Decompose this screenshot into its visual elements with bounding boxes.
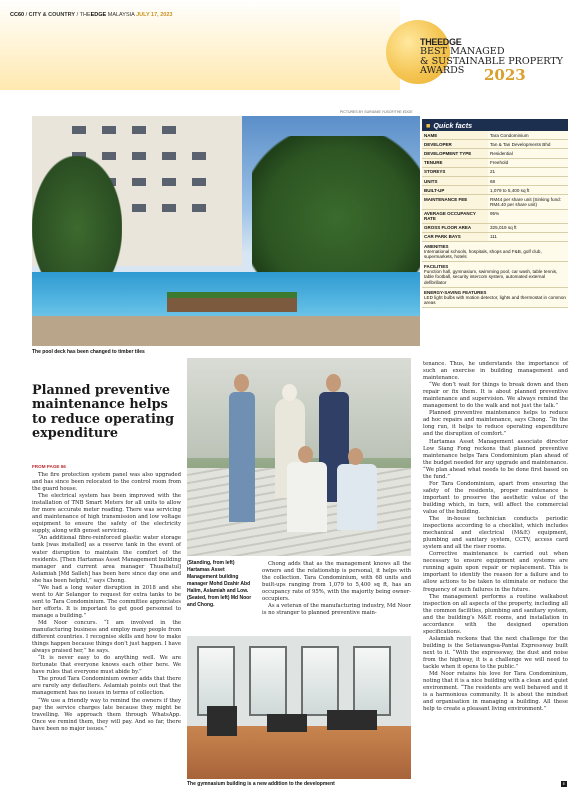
- gymnasium-photo-caption: The gymnasium building is a new addition to the development: [187, 781, 335, 787]
- continued-from: FROM PAGE 56: [32, 464, 66, 469]
- publication-prefix: THE: [79, 12, 91, 18]
- paragraph: As a veteran of the manufacturing industry, Md Noor is no stranger to planned preventive main-: [262, 603, 411, 617]
- person-seated-2: [337, 464, 377, 530]
- paragraph: The proud Tara Condominium owner adds that there are rarely any defaulters. Aslamiah points out that the management has no issues in terms of collection.: [32, 676, 181, 697]
- gymnasium-photo: [187, 636, 411, 779]
- quick-facts-block: [422, 242, 568, 262]
- quick-facts-row: [422, 168, 568, 177]
- quick-facts-block: [422, 288, 568, 308]
- quick-facts-row: [422, 186, 568, 195]
- trees: [252, 136, 420, 286]
- paragraph: The in-house technician conducts periodic inspections according to a checklist, which includes mechanical and electrical (M&E) equipment, plumbing and sanitary system, CCTV, access card system and all the riser rooms.: [423, 516, 568, 551]
- quick-facts-row: [422, 233, 568, 242]
- quick-facts-block: [422, 262, 568, 288]
- pool-photo-caption: The pool deck has been changed to timber tiles: [32, 349, 145, 355]
- square-bullet-icon: ■: [426, 120, 431, 130]
- quick-facts-key: UNITS: [422, 177, 488, 185]
- quick-facts-table: [422, 131, 568, 242]
- treadmill: [327, 710, 377, 730]
- paragraph: “It is never easy to do anything well. We are fortunate that everyone knows each other here. We have rules that everyone must abide by.”: [32, 655, 181, 676]
- quick-facts-value: Tan & Tan Developments Bhd: [488, 140, 568, 148]
- quick-facts-value: 325,019 sq ft: [488, 224, 568, 232]
- paragraph: Corrective maintenance is carried out when necessary to ensure equipment and systems are running again upon repair or replacement. This is important to identify the reason for a failure and to allow actions to be taken to eliminate or reduce the frequency of such failures in the future.: [423, 551, 568, 593]
- paragraph: The management performs a routine walkabout inspection on all aspects of the property, including all the common facilities, plumbing and sanitary system, and the building’s M&E rooms, and installation in accordance with the designed operation specifications.: [423, 593, 568, 635]
- article-column-3: [423, 361, 568, 713]
- page-number: CC60: [10, 12, 25, 18]
- quick-facts-value: Residential: [488, 149, 568, 157]
- paragraph: “We don’t wait for things to break down and then repair or fix them. It is about planned preventive maintenance and supervision. We always remind the management to do the walk and not just the talk.”: [423, 382, 568, 410]
- section-name: CITY & COUNTRY: [28, 12, 76, 18]
- quick-facts-row: [422, 131, 568, 140]
- quick-facts-header: [422, 119, 568, 131]
- quick-facts-row: [422, 224, 568, 233]
- quick-facts-row: [422, 140, 568, 149]
- planter: [167, 292, 297, 312]
- paragraph: For Tara Condominium, apart from ensuring the safety of the residents, proper maintenance is important to preserve the aesthetic value of the building which, in turn, will affect the commercial value of the building.: [423, 480, 568, 515]
- award-brand: THEEDGE: [420, 37, 462, 47]
- quick-facts-value: 1,079 to 5,400 sq ft: [488, 186, 568, 194]
- quick-facts-key: BUILT-UP: [422, 186, 488, 194]
- paragraph: “We had a long water disruption in 2018 and she went to Air Selangor to request for extra tanks to be sent to Tara Condominium. The committee appreciates her efforts. It is important to get good personnel to manage a building.”: [32, 584, 181, 619]
- quick-facts-block-text: Function hall, gymnasium, swimming pool, car wash, table tennis, table football, security intercom system, automated external defibrillator: [424, 268, 558, 285]
- award-logo: [420, 37, 570, 84]
- photo-credit: PICTURES BY SURIANIE YUSOF/THE EDGE: [340, 110, 413, 114]
- quick-facts-key: STOREYS: [422, 168, 488, 176]
- pool-photo: [32, 116, 420, 346]
- paragraph: “We use a friendly way to remind the owners if they pay the service charges late because they might be travelling. We approach them through WhatsApp. Once we remind them, they will pay. And so far, there have been no major issues.”: [32, 697, 181, 732]
- issue-date: JULY 17, 2023: [136, 12, 173, 18]
- end-of-article-mark: E: [562, 781, 566, 786]
- quick-facts-value: 111: [488, 233, 568, 241]
- quick-facts-row: [422, 177, 568, 186]
- paragraph: Md Noor concurs. “I am involved in the manufacturing business and employ many people from different countries. I recognise skills and how to make things happen because things don’t just happen. I have always praised her,” he says.: [32, 619, 181, 655]
- quick-facts-key: TENURE: [422, 159, 488, 167]
- article-column-1: [32, 472, 181, 733]
- award-line-3: AWARDS: [420, 65, 465, 77]
- quick-facts-row: [422, 210, 568, 224]
- quick-facts-blocks: [422, 242, 568, 308]
- publication-suffix: MALAYSIA: [106, 12, 135, 18]
- paragraph: The fire protection system panel was also upgraded and has since been relocated to the control room from the guard house.: [32, 472, 181, 493]
- quick-facts-box: [422, 119, 568, 308]
- timber-deck: [32, 316, 420, 346]
- paragraph: “An additional fibre-reinforced plastic water storage tank [was installed] as a reserve tank in the event of water disruption to maintain the comfort of the residents. [Then Hartamas Asset Management building manager and current area manager Thuaibatul] Aslamiah [Md Salleh] has been here since day one and she has been helpful,” says Chong.: [32, 535, 181, 584]
- treadmill: [267, 714, 307, 732]
- paragraph: Hartamas Asset Management associate director Low Siang Fong reckons that planned preventive maintenance helps Tara Condominium plan ahead of the budget needed for any upgrade and maintenance. “We plan ahead what needs to be done first based on the fund.”: [423, 438, 568, 480]
- quick-facts-key: MAINTENANCE FEE: [422, 195, 488, 208]
- quick-facts-value: 95%: [488, 210, 568, 223]
- quick-facts-block-title: ENERGY-SAVING FEATURES: [424, 289, 487, 295]
- article-headline: Planned preventive maintenance helps to reduce operating expenditure: [32, 383, 175, 442]
- quick-facts-value: RM44 per share unit (Sinking fund: RM4.40 per share unit): [488, 195, 568, 208]
- quick-facts-key: AVERAGE OCCUPANCY RATE: [422, 210, 488, 223]
- quick-facts-row: [422, 159, 568, 168]
- quick-facts-key: NAME: [422, 131, 488, 139]
- quick-facts-value: 21: [488, 168, 568, 176]
- publication-bold: EDGE: [90, 12, 107, 18]
- quick-facts-value: Tara Condominium: [488, 131, 568, 139]
- paragraph: Planned preventive maintenance helps to reduce ad hoc repairs and maintenance, says Chong. “In the long run, it helps to reduce operating expenditure and the disruption of comfort.”: [423, 410, 568, 438]
- palm-trees: [32, 156, 122, 276]
- quick-facts-title: Quick facts: [433, 120, 473, 130]
- paragraph: The electrical system has been improved with the installation of TNB Smart Meters for all units to allow for more accurate meter reading. There was servicing and maintenance of high transmission and low voltage equipment to ensure the safety of the electricity supply, along with genset servicing.: [32, 493, 181, 535]
- group-photo: [187, 358, 411, 556]
- page-header: [0, 0, 580, 96]
- person-seated-1: [287, 462, 327, 532]
- quick-facts-row: [422, 195, 568, 209]
- group-photo-caption: (Standing, from left) Hartamas Asset Management building manager Mohd Dzahir Abd Halim, Aslamiah and Low. (Seated, from left) Md Noor and Chong.: [187, 560, 252, 608]
- quick-facts-key: DEVELOPMENT TYPE: [422, 149, 488, 157]
- gym-machine: [207, 706, 237, 736]
- article-column-2: [262, 561, 411, 617]
- paragraph: Md Noor retains his love for Tara Condominium, noting that it is a nice building with a clean and quiet environment. “The residents are well behaved and it is a harmonious community. It is about the mindset and organisation in managing a building. All these help to create a pleasant living environment.”: [423, 671, 568, 713]
- quick-facts-value: Freehold: [488, 159, 568, 167]
- quick-facts-key: CAR PARK BAYS: [422, 233, 488, 241]
- quick-facts-block-title: AMENITIES: [424, 243, 449, 249]
- award-line-2: & SUSTAINABLE PROPERTY: [420, 55, 563, 67]
- award-year: 2023: [484, 66, 526, 84]
- quick-facts-key: GROSS FLOOR AREA: [422, 224, 488, 232]
- quick-facts-key: DEVELOPER: [422, 140, 488, 148]
- person-standing-1: [229, 392, 255, 522]
- quick-facts-row: [422, 149, 568, 158]
- quick-facts-block-title: FACILITIES: [424, 263, 449, 269]
- paragraph: tenance. Thus, he understands the importance of such an exercise in building management and maintenance.: [423, 361, 568, 382]
- award-line-1: BEST MANAGED: [420, 46, 505, 57]
- quick-facts-block-text: International schools, hospitals, shops and F&B, golf club, supermarkets, hotels: [424, 248, 542, 260]
- paragraph: Chong adds that as the management knows all the owners and the relationship is personal, it helps with the collection. Tara Condominium, with 68 units and built-ups ranging from 1,079 to 5,400 sq ft, has an occupancy rate of 95%, with the majority being owner-occupiers.: [262, 561, 411, 603]
- quick-facts-value: 68: [488, 177, 568, 185]
- quick-facts-block-text: LED light bulbs with motion detector, lights and thermostat in common areas: [424, 294, 566, 306]
- folio: CC60 / CITY & COUNTRY / THEEDGE MALAYSIA JULY 17, 2023: [10, 12, 173, 18]
- paragraph: Aslamiah reckons that the next challenge for the building is the Setiawangsa-Pantai Expressway built next to it. “With the expressway, the dust and noise from the highway, it is a challenge we will need to tackle when it opens to the public.”: [423, 635, 568, 671]
